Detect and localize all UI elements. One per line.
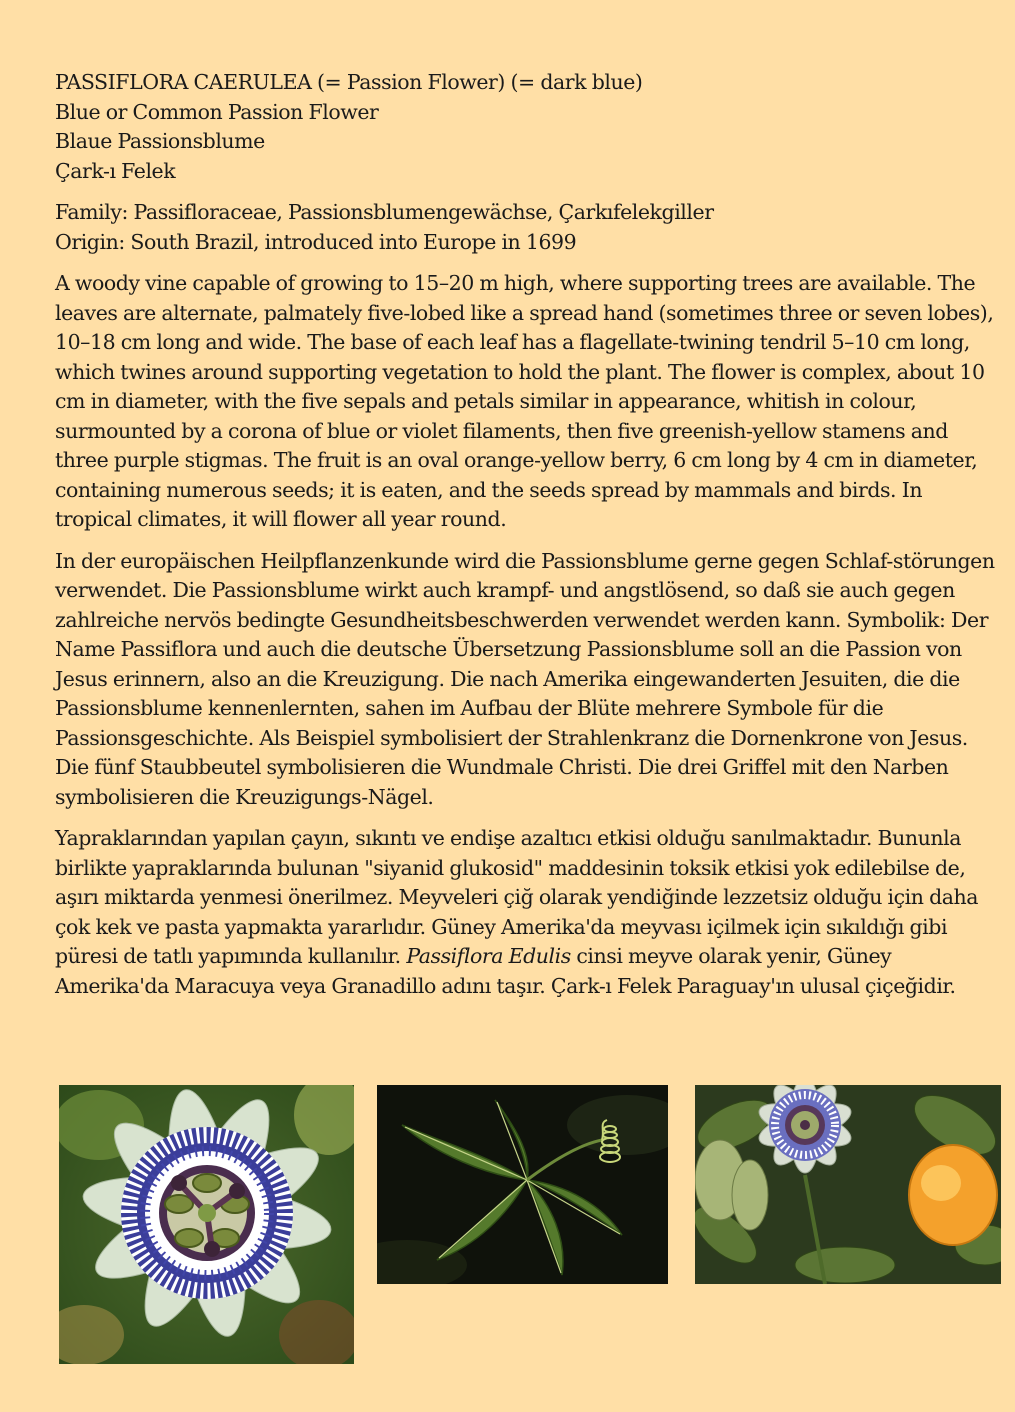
species-italic: Passiflora Edulis xyxy=(406,944,571,968)
meta-block xyxy=(55,198,1003,257)
description-turkish xyxy=(55,824,1003,1001)
german-name: Blaue Passionsblume xyxy=(55,129,265,153)
turkish-text-before: Yapraklarından yapılan çayın, sıkıntı ve endişe azaltıcı etkisi olduğu sanılmaktadır. Bununla birlikte yapraklarında bulunan "siyanid glukosid" maddesinin toksik etkisi yok edilebilse de, aşırı miktarda yenmesi önerilmez. Meyveleri çiğ olarak yendiğinde lezzetsiz olduğu için daha çok kek ve pasta yapmakta yararlıdır. Güney Amerika'da meyvası içilmek için sıkıldığı gibi püresi de tatlı yapımında kullanılır. xyxy=(55,826,979,968)
flower-fruit-image xyxy=(695,1085,1001,1284)
origin-line: Origin: South Brazil, introduced into Europe in 1699 xyxy=(55,229,577,254)
leaf-tendril-photo xyxy=(377,1085,668,1284)
turkish-text-after: cinsi meyve olarak yenir, Güney Amerika'da Maracuya veya Granadillo adını taşır. Çark-ı Felek Paraguay'ın ulusal çiçeğidir. xyxy=(55,944,956,998)
description-english: A woody vine capable of growing to 15–20 m high, where supporting trees are available. The leaves are alternate, palmately five-lobed like a spread hand (sometimes three or seven lobes), 10–18 cm long and wide. The base of each leaf has a flagellate-twining tendril 5–10 cm long, which twines around supporting vegetation to hold the plant. The flower is complex, about 10 cm in diameter, with the five sepals and petals similar in appearance, whitish in colour, surmounted by a corona of blue or violet filaments, then five greenish-yellow stamens and three purple stigmas. The fruit is an oval orange-yellow berry, 6 cm long by 4 cm in diameter, containing numerous seeds; it is eaten, and the seeds spread by mammals and birds. In tropical climates, it will flower all year round. xyxy=(55,271,994,531)
description-german: In der europäischen Heilpflanzenkunde wird die Passionsblume gerne gegen Schlaf-störungen verwendet. Die Passionsblume wirkt auch krampf- und angstlösend, so daß sie auch gegen zahlreiche nervös bedingte Gesundheitsbeschwerden verwendet werden kann. Symbolik: Der Name Passiflora und auch die deutsche Übersetzung Passionsblume soll an die Passion von Jesus erinnern, also an die Kreuzigung. Die nach Amerika eingewanderten Jesuiten, die die Passionsblume kennenlernten, sahen im Aufbau der Blüte mehrere Symbole für die Passionsgeschichte. Als Beispiel symbolisiert der Strahlenkranz die Dornenkrone von Jesus. Die fünf Staubbeutel symbolisieren die Wundmale Christi. Die drei Griffel mit den Narben symbolisieren die Kreuzigungs-Nägel. xyxy=(55,548,995,809)
passion-flower-photo xyxy=(59,1085,354,1364)
turkish-name: Çark-ı Felek xyxy=(55,158,176,183)
leaf-tendril-image xyxy=(377,1085,668,1284)
family-line: Family: Passifloraceae, Passionsblumengewächse, Çarkıfelekgiller xyxy=(55,200,714,224)
passion-flower-image xyxy=(59,1085,354,1364)
title-block xyxy=(55,68,1003,186)
article-text xyxy=(55,68,1003,1013)
scientific-name: PASSIFLORA CAERULEA (= Passion Flower) (= dark blue) xyxy=(55,70,643,94)
flower-fruit-photo xyxy=(695,1085,1001,1284)
english-name: Blue or Common Passion Flower xyxy=(55,99,379,124)
